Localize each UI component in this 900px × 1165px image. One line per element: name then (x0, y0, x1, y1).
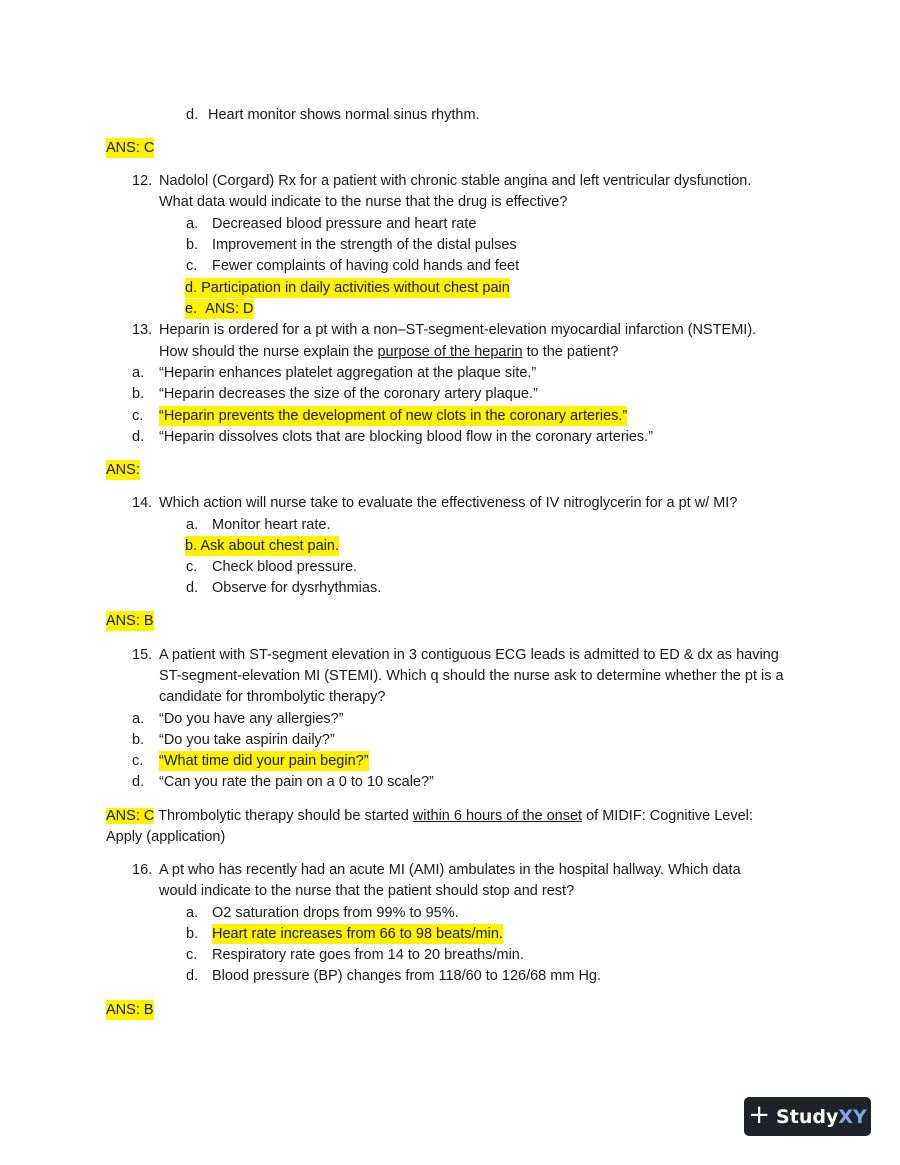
q16-stem-line2: would indicate to the nurse that the patient should stop and rest? (159, 883, 575, 899)
q15-option-a-letter: a. (132, 711, 145, 727)
q13-stem-line1: Heparin is ordered for a pt with a non–ST-segment-elevation myocardial infarction (NSTEMI). (159, 322, 757, 338)
q12-option-c: Fewer complaints of having cold hands and feet (212, 258, 520, 274)
q16-option-a: O2 saturation drops from 99% to 95%. (212, 905, 459, 921)
q12-option-d: Participation in daily activities without chest pain (201, 280, 510, 296)
q12-option-b: Improvement in the strength of the distal pulses (212, 237, 517, 253)
q15-number: 15. (132, 647, 153, 663)
q16-option-d-letter: d. (186, 968, 199, 984)
q15-answer-rationale (106, 806, 753, 826)
q14-option-b-highlighted (185, 536, 339, 556)
q12-option-e-letter: e. (185, 301, 198, 317)
q15-option-c-letter: c. (132, 753, 144, 769)
q12-option-c-letter: c. (186, 258, 198, 274)
q16-option-c: Respiratory rate goes from 14 to 20 breaths/min. (212, 947, 524, 963)
q15-option-b: “Do you take aspirin daily?” (159, 732, 335, 748)
q15-rationale-text-a: Thrombolytic therapy should be started (154, 808, 413, 824)
q15-stem-line2: ST-segment-elevation MI (STEMI). Which q should the nurse ask to determine whether the pt is a (159, 668, 784, 684)
q15-answer: ANS: C (106, 808, 155, 824)
q15-option-c: “What time did your pain begin?” (159, 753, 369, 769)
q13-stem-underlined: purpose of the heparin (377, 344, 523, 360)
q13-option-b-letter: b. (132, 386, 145, 402)
q16-answer: ANS: B (106, 1002, 154, 1018)
q15-stem-line3: candidate for thrombolytic therapy? (159, 689, 386, 705)
q12-answer: ANS: D (205, 301, 254, 317)
q12-option-a: Decreased blood pressure and heart rate (212, 216, 477, 232)
q15-stem-line1: A patient with ST-segment elevation in 3 contiguous ECG leads is admitted to ED & dx as having (159, 647, 779, 663)
q14-option-b-letter: b. (185, 538, 198, 554)
watermark-word-xy: XY (838, 1105, 867, 1128)
q12-stem-line1: Nadolol (Corgard) Rx for a patient with chronic stable angina and left ventricular dysfunction. (159, 173, 752, 189)
q11-answer: ANS: C (106, 140, 155, 156)
q13-option-b: “Heparin decreases the size of the coronary artery plaque.” (159, 386, 538, 402)
q14-number: 14. (132, 495, 153, 511)
q16-option-b-letter: b. (186, 926, 199, 942)
q15-rationale-underlined: within 6 hours of the onset (412, 808, 583, 824)
q12-option-d-highlighted (185, 278, 510, 298)
q11-option-d: Heart monitor shows normal sinus rhythm. (208, 107, 480, 123)
q15-option-b-letter: b. (132, 732, 145, 748)
q12-answer-highlighted (185, 299, 254, 319)
q12-option-d-letter: d. (185, 280, 198, 296)
q16-number: 16. (132, 862, 153, 878)
q14-option-b: Ask about chest pain. (200, 538, 339, 554)
q13-stem-line2 (159, 342, 619, 362)
q15-option-d: “Can you rate the pain on a 0 to 10 scale?” (159, 774, 434, 790)
q14-option-a: Monitor heart rate. (212, 517, 331, 533)
q13-answer: ANS: (106, 462, 140, 478)
watermark-word-study: Study (776, 1105, 839, 1128)
q13-stem-text-b: to the patient? (522, 344, 619, 360)
q11-option-d-letter: d. (186, 107, 199, 123)
q12-stem-line2: What data would indicate to the nurse that the drug is effective? (159, 194, 568, 210)
watermark-text (776, 1106, 867, 1128)
q13-option-c: “Heparin prevents the development of new clots in the coronary arteries.” (159, 408, 628, 424)
q14-option-d: Observe for dysrhythmias. (212, 580, 382, 596)
q13-option-c-letter: c. (132, 408, 144, 424)
q13-number: 13. (132, 322, 153, 338)
q13-option-d-letter: d. (132, 429, 145, 445)
q15-option-a: “Do you have any allergies?” (159, 711, 344, 727)
plus-icon: + (748, 1100, 771, 1130)
q13-option-a-letter: a. (132, 365, 145, 381)
q14-option-a-letter: a. (186, 517, 199, 533)
q12-option-a-letter: a. (186, 216, 199, 232)
q13-option-d: “Heparin dissolves clots that are blocking blood flow in the coronary arteries.” (159, 429, 654, 445)
q15-rationale-text-b: of MIDIF: Cognitive Level: (582, 808, 753, 824)
q16-option-a-letter: a. (186, 905, 199, 921)
q12-number: 12. (132, 173, 153, 189)
q14-option-c: Check blood pressure. (212, 559, 358, 575)
q14-option-d-letter: d. (186, 580, 199, 596)
q12-option-b-letter: b. (186, 237, 199, 253)
q16-option-d: Blood pressure (BP) changes from 118/60 to 126/68 mm Hg. (212, 968, 602, 984)
q13-stem-text-a: How should the nurse explain the (159, 344, 378, 360)
q14-stem: Which action will nurse take to evaluate the effectiveness of IV nitroglycerin for a pt w/ MI? (159, 495, 738, 511)
q16-stem-line1: A pt who has recently had an acute MI (AMI) ambulates in the hospital hallway. Which data (159, 862, 741, 878)
q14-answer: ANS: B (106, 613, 154, 629)
studyxy-watermark (744, 1097, 871, 1136)
q16-option-c-letter: c. (186, 947, 198, 963)
q15-option-d-letter: d. (132, 774, 145, 790)
q16-option-b: Heart rate increases from 66 to 98 beats/min. (212, 926, 503, 942)
q15-rationale-line2: Apply (application) (106, 829, 226, 845)
q13-option-a: “Heparin enhances platelet aggregation at the plaque site.” (159, 365, 537, 381)
q14-option-c-letter: c. (186, 559, 198, 575)
